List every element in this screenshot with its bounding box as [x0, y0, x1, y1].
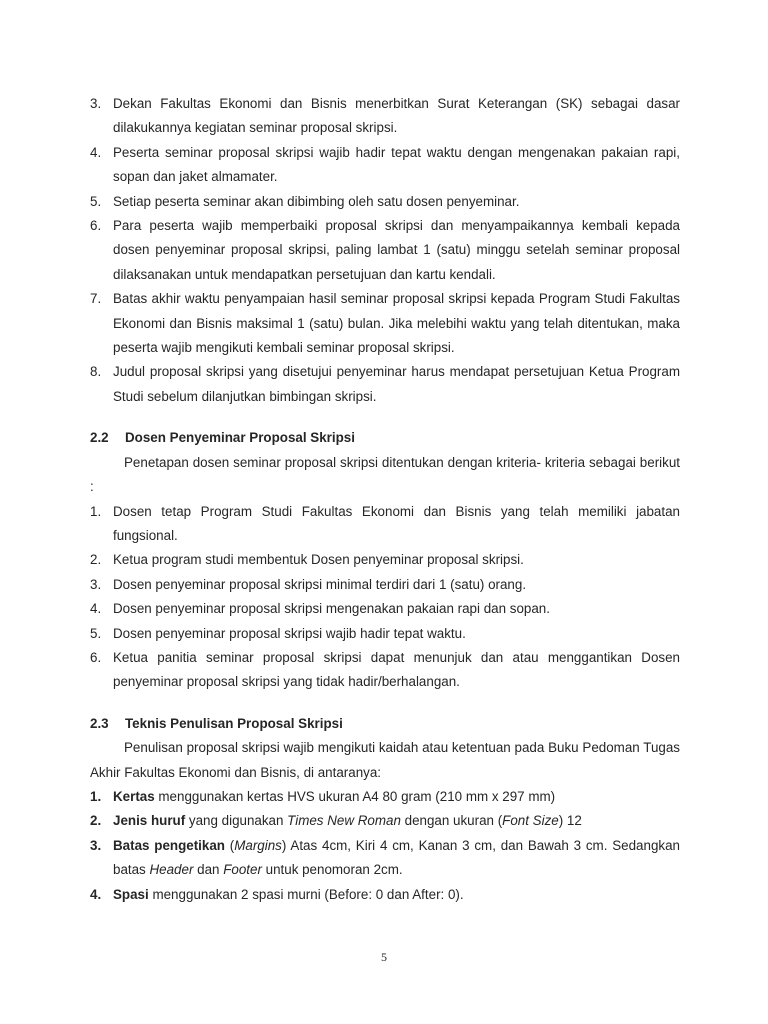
list-item: 4. Spasi menggunakan 2 spasi murni (Before: 0 dan After: 0).	[90, 886, 464, 902]
list-item: 2. Ketua program studi membentuk Dosen penyeminar proposal skripsi.	[90, 552, 524, 568]
list-item: 8. Judul proposal skripsi yang disetujui penyeminar harus mendapat persetujuan Ketua Program Studi sebelum dilanjutkan bimbingan skripsi.	[90, 364, 680, 404]
list-item: 3. Dekan Fakultas Ekonomi dan Bisnis menerbitkan Surat Keterangan (SK) sebagai dasar dilakukannya kegiatan seminar proposal skripsi.	[90, 96, 680, 136]
criteria-list	[90, 500, 680, 695]
list-item: 6. Para peserta wajib memperbaiki proposal skripsi dan menyampaikannya kembali kepada dosen penyeminar proposal skripsi, paling lambat 1 (satu) minggu setelah seminar proposal dilaksanakan untuk mendapatkan persetujuan dan kartu kendali.	[90, 218, 680, 282]
page-number: 5	[381, 950, 387, 964]
section-heading-2-2: 2.2 Dosen Penyeminar Proposal Skripsi	[90, 430, 355, 446]
list-item: 4. Peserta seminar proposal skripsi wajib hadir tepat waktu dengan mengenakan pakaian rapi, sopan dan jaket almamater.	[90, 144, 680, 185]
list-item: 3. Dosen penyeminar proposal skripsi minimal terdiri dari 1 (satu) orang.	[90, 576, 527, 592]
list-item: 6. Ketua panitia seminar proposal skripsi dapat menunjuk dan atau menggantikan Dosen penyeminar proposal skripsi yang tidak hadir/berhalangan.	[90, 649, 680, 690]
list-item: 4. Dosen penyeminar proposal skripsi mengenakan pakaian rapi dan sopan.	[90, 601, 550, 617]
section-intro-2-3: Penulisan proposal skripsi wajib mengikuti kaidah atau ketentuan pada Buku Pedoman Tugas Akhir Fakultas Ekonomi dan Bisnis, di antaranya:	[90, 740, 680, 780]
document-page	[90, 92, 680, 907]
list-item: 1. Dosen tetap Program Studi Fakultas Ekonomi dan Bisnis yang telah memiliki jabatan fungsional.	[90, 503, 680, 543]
list-item: 5. Setiap peserta seminar akan dibimbing oleh satu dosen penyeminar.	[90, 193, 520, 209]
requirements-list	[90, 92, 680, 409]
list-item: 1. Kertas menggunakan kertas HVS ukuran A4 80 gram (210 mm x 297 mm)	[90, 788, 556, 804]
list-item: 3. Batas pengetikan (Margins) Atas 4cm, Kiri 4 cm, Kanan 3 cm, dan Bawah 3 cm. Sedangkan batas Header dan Footer untuk penomoran 2cm.	[90, 837, 680, 878]
section-intro-2-2: Penetapan dosen seminar proposal skripsi ditentukan dengan kriteria- kriteria sebagai berikut :	[90, 454, 680, 495]
list-item: 2. Jenis huruf yang digunakan Times New Roman dengan ukuran (Font Size) 12	[90, 813, 582, 829]
formatting-list	[90, 785, 680, 907]
list-item: 5. Dosen penyeminar proposal skripsi wajib hadir tepat waktu.	[90, 625, 466, 641]
list-item: 7. Batas akhir waktu penyampaian hasil seminar proposal skripsi kepada Program Studi Fakultas Ekonomi dan Bisnis maksimal 1 (satu) bulan. Jika melebihi waktu yang telah ditentukan, maka peserta wajib mengikuti kembali seminar proposal skripsi.	[90, 291, 680, 356]
section-heading-2-3: 2.3 Teknis Penulisan Proposal Skripsi	[90, 715, 343, 731]
